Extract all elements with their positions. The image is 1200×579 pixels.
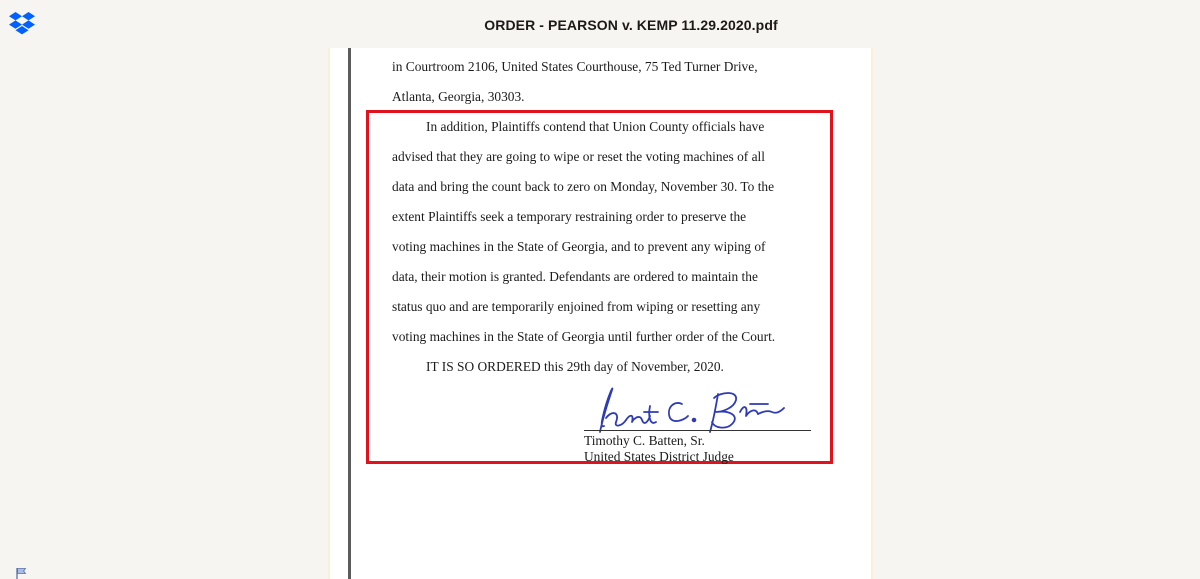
document-line: data, their motion is granted. Defendants are ordered to maintain the: [392, 269, 758, 284]
document-line: status quo and are temporarily enjoined from wiping or resetting any: [392, 299, 761, 314]
signatory-title: United States District Judge: [584, 449, 734, 464]
document-line: IT IS SO ORDERED this 29th day of November, 2020.: [426, 359, 724, 374]
flag-icon[interactable]: [15, 567, 27, 579]
document-line: voting machines in the State of Georgia until further order of the Court.: [392, 329, 776, 344]
document-line: Atlanta, Georgia, 30303.: [392, 89, 525, 104]
page-margin-line: [348, 48, 351, 579]
signature-line: [584, 430, 811, 431]
document-line: advised that they are going to wipe or reset the voting machines of all: [392, 149, 765, 164]
document-line: extent Plaintiffs seek a temporary restraining order to preserve the: [392, 209, 747, 224]
pdf-page: [330, 48, 871, 579]
document-line: data and bring the count back to zero on Monday, November 30. To the: [392, 179, 775, 194]
file-title: ORDER - PEARSON v. KEMP 11.29.2020.pdf: [484, 17, 778, 33]
document-line: voting machines in the State of Georgia, and to prevent any wiping of: [392, 239, 766, 254]
document-line: In addition, Plaintiffs contend that Union County officials have: [426, 119, 765, 134]
signatory-name: Timothy C. Batten, Sr.: [584, 433, 705, 448]
document-line: in Courtroom 2106, United States Courthouse, 75 Ted Turner Drive,: [392, 59, 758, 74]
document-viewer[interactable]: [328, 48, 873, 579]
